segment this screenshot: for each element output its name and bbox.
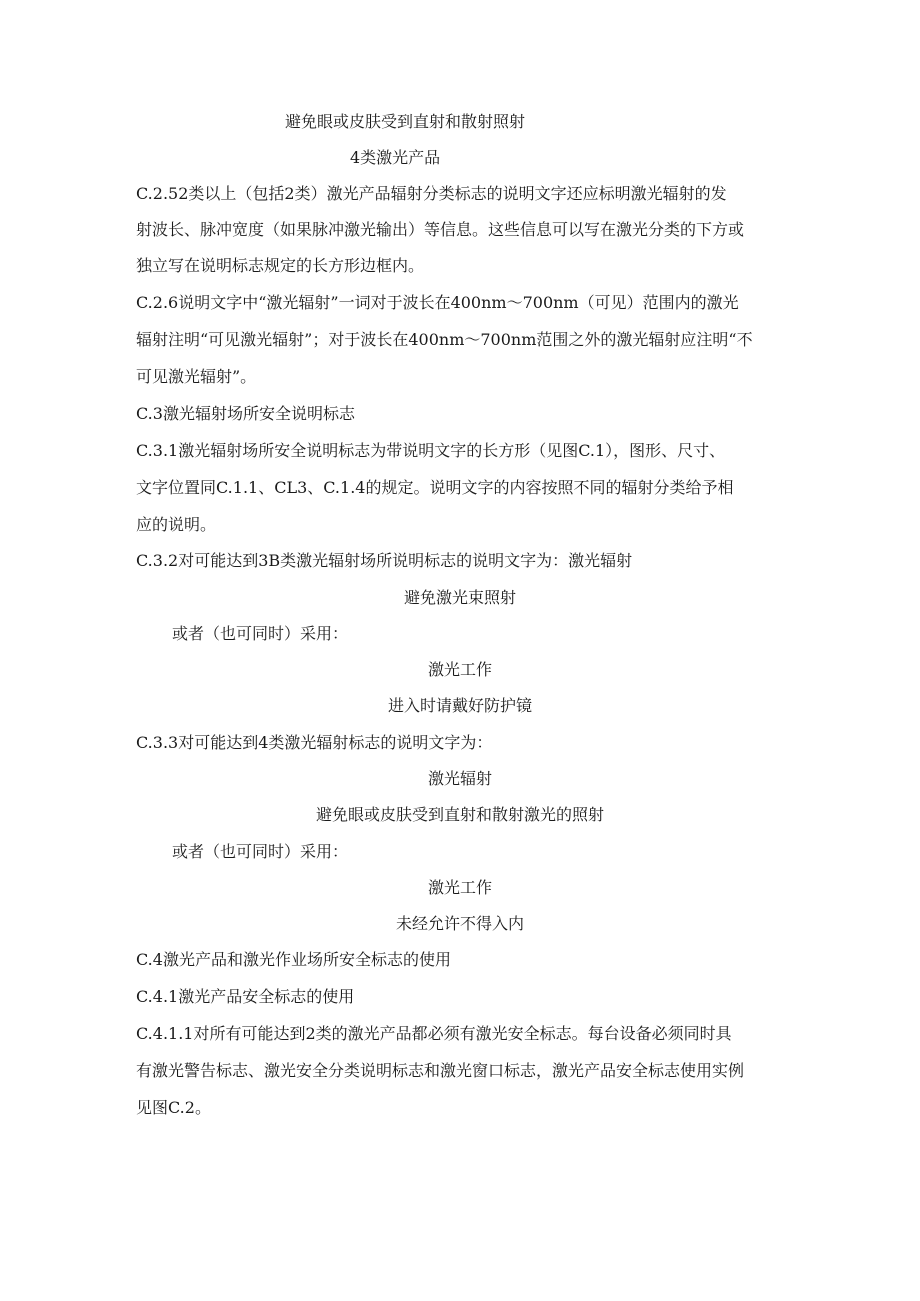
section-heading-c-3: C.3激光辐射场所安全说明标志 (136, 404, 355, 423)
paragraph-line: 可见激光辐射”。 (136, 367, 257, 386)
paragraph-c-3-1: C.3.1激光辐射场所安全说明标志为带说明文字的长方形（见图C.1），图形、尺寸、 (136, 441, 726, 460)
paragraph-c-4-1-1: C.4.1.1对所有可能达到2类的激光产品都必须有激光安全标志。每台设备必须同时具 (136, 1024, 732, 1043)
sign-text-line: 激光工作 (427, 660, 492, 679)
sign-text-line: 4类激光产品 (350, 148, 441, 167)
paragraph-c-3-3: C.3.3对可能达到4类激光辐射标志的说明文字为： (136, 733, 493, 752)
paragraph-line: 射波长、脉冲宽度（如果脉冲激光输出）等信息。这些信息可以写在激光分类的下方或 (136, 220, 745, 239)
section-heading-c-4: C.4激光产品和激光作业场所安全标志的使用 (136, 950, 451, 969)
paragraph-c-2-6: C.2.6说明文字中“激光辐射”一词对于波长在400nm～700nm（可见）范围内的激光 (136, 293, 739, 312)
sign-text-line: 激光工作 (427, 878, 492, 897)
subsection-heading-c-4-1: C.4.1激光产品安全标志的使用 (136, 987, 355, 1006)
sign-text-line: 避免眼或皮肤受到直射和散射激光的照射 (315, 805, 604, 824)
paragraph-line: 独立写在说明标志规定的长方形边框内。 (136, 256, 425, 275)
paragraph-c-2-5: C.2.52类以上（包括2类）激光产品辐射分类标志的说明文字还应标明激光辐射的发 (136, 184, 727, 203)
sign-text-line: 避免眼或皮肤受到直射和散射照射 (285, 112, 526, 131)
paragraph-c-3-2: C.3.2对可能达到3B类激光辐射场所说明标志的说明文字为：激光辐射 (136, 551, 633, 570)
sign-text-line: 避免激光束照射 (403, 588, 516, 607)
alternative-note: 或者（也可同时）采用： (172, 842, 349, 861)
paragraph-line: 有激光警告标志、激光安全分类说明标志和激光窗口标志，激光产品安全标志使用实例 (136, 1061, 745, 1080)
paragraph-line: 应的说明。 (136, 515, 217, 534)
paragraph-line: 见图C.2。 (136, 1098, 211, 1117)
paragraph-line: 文字位置同C.1.1、CL3、C.1.4的规定。说明文字的内容按照不同的辐射分类给予相 (136, 478, 734, 497)
alternative-note: 或者（也可同时）采用： (172, 624, 349, 643)
sign-text-line: 未经允许不得入内 (395, 914, 524, 933)
sign-text-line: 激光辐射 (427, 769, 492, 788)
paragraph-line: 辐射注明“可见激光辐射”；对于波长在400nm～700nm范围之外的激光辐射应注明“不 (136, 330, 753, 349)
sign-text-line: 进入时请戴好防护镜 (387, 696, 532, 715)
